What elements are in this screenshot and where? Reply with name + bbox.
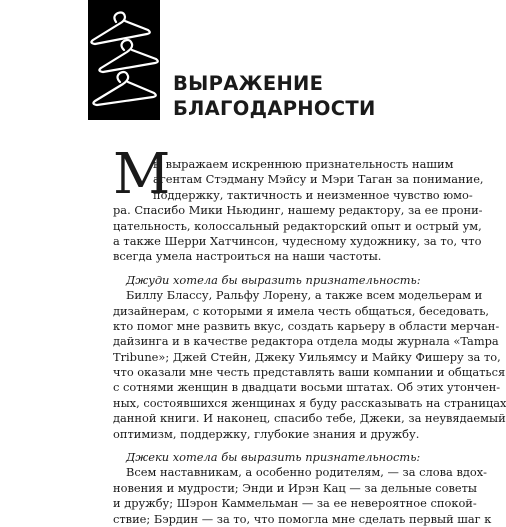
drop-cap: М — [113, 142, 171, 207]
text-line: ных, состоявшихся женщинах я буду рассказывать на страницах — [113, 395, 506, 410]
text-line: новения и мудрости; Энди и Ирэн Кац — за дельные советы — [113, 480, 477, 495]
text-line: ы выражаем искреннюю признательность нашим — [153, 157, 454, 171]
hanger-icon — [86, 0, 162, 120]
text-line: Биллу Блассу, Ральфу Лорену, а также всем модельерам и — [126, 288, 483, 303]
text-line: поддержку, тактичность и неизменное чувство юмо- — [153, 187, 473, 202]
text-line: данной книги. И наконец, спасибо тебе, Джеки, за неувядаемый — [113, 411, 506, 426]
text-line: ра. Спасибо Мики Ньюдинг, нашему редактору, за ее прони- — [113, 203, 483, 218]
text-line: Tribune»; Джей Стейн, Джеку Уильямсу и Майку Фишеру за то, — [113, 349, 501, 364]
title-line-2: БЛАГОДАРНОСТИ — [173, 97, 376, 120]
text-line: с сотнями женщин в двадцати восьми штатах. Об этих утончен- — [113, 380, 501, 395]
text-line: кто помог мне развить вкус, создать карьеру в области мерчан- — [113, 318, 500, 333]
text-line: ствие; Бэрдин — за то, что помогла мне сделать первый шаг к — [113, 511, 492, 526]
text-line: оптимизм, поддержку, глубокие знания и дружбу. — [113, 426, 420, 441]
text-line: агентам Стэдману Мэйсу и Мэри Таган за понимание, — [153, 172, 484, 187]
text-line: дизайнерам, с которыми я имела честь общаться, беседовать, — [113, 303, 490, 318]
title-line-1: ВЫРАЖЕНИЕ — [173, 72, 324, 95]
text-line: а также Шерри Хатчинсон, чудесному художнику, за то, что — [113, 233, 482, 248]
text-line: дайзинга и в качестве редактора отдела моды журнала «Tampa — [113, 334, 499, 349]
section-heading-judy: Джуди хотела бы выразить признательность: — [126, 272, 421, 287]
text-line: что оказали мне честь представлять ваши компании и общаться — [113, 365, 506, 380]
body-text — [113, 157, 506, 527]
text-line: и дружбу; Шэрон Каммельман — за ее невероятное спокой- — [113, 496, 477, 511]
section-heading-jackie: Джеки хотела бы выразить признательность: — [126, 450, 421, 465]
text-line: цательность, колоссальный редакторский опыт и острый ум, — [113, 218, 482, 233]
page-title — [173, 71, 376, 121]
text-line: всегда умела настроиться на наши частоты. — [113, 249, 382, 264]
text-line: Всем наставникам, а особенно родителям, — за слова вдох- — [126, 465, 488, 480]
